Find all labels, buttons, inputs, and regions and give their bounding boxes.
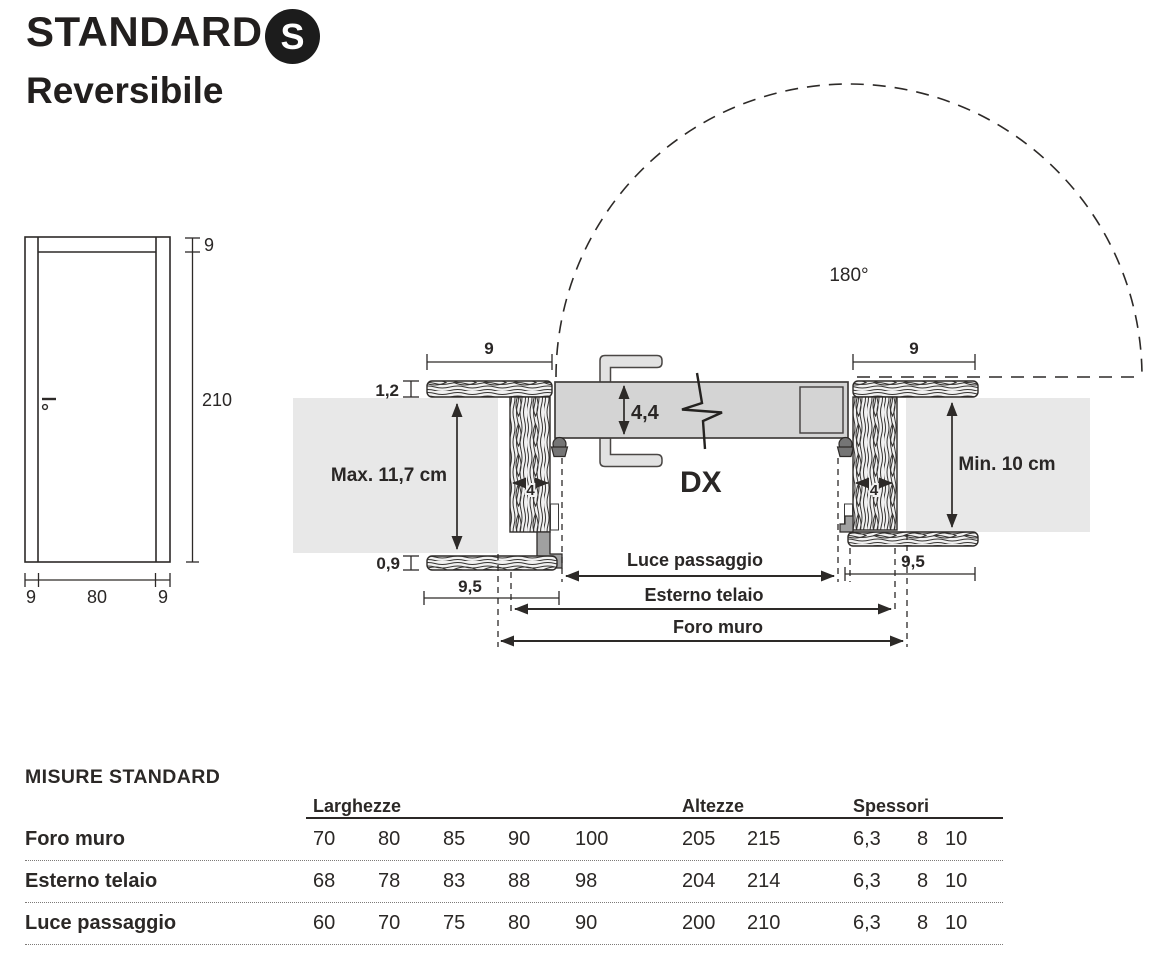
table-cell: 60 [313, 912, 336, 934]
table-cell: 10 [945, 912, 968, 934]
table-cell: 98 [575, 870, 598, 892]
table-row-esterno-telaio [25, 861, 1003, 903]
table-cell: 10 [945, 828, 968, 850]
standard-badge-icon [265, 9, 320, 64]
page-subtitle: Reversibile [26, 70, 224, 111]
table-cell: 210 [747, 912, 781, 934]
elevation-dim-bottom-width: 80 [86, 587, 108, 607]
skirting-thickness-bracket [403, 556, 419, 570]
architrave-thickness-label: 1,2 [375, 381, 399, 400]
table-cell: 90 [575, 912, 598, 934]
door-elevation [25, 235, 232, 607]
elevation-dim-height-label: 210 [202, 390, 233, 410]
wall-right-label: Min. 10 cm [958, 454, 1056, 475]
frame-outer-label: Esterno telaio [644, 585, 764, 605]
table-cell: 80 [508, 912, 531, 934]
column-group-spessori: Spessori [853, 795, 930, 816]
row-label: Luce passaggio [25, 912, 177, 934]
elevation-dim-top [185, 238, 200, 562]
jamb-left-dim-label: 4 [526, 482, 535, 499]
table-cell: 6,3 [853, 912, 881, 934]
wall-opening-label: Foro muro [673, 617, 763, 637]
table-cell: 70 [313, 828, 336, 850]
jamb-right-dim-label: 4 [869, 482, 879, 499]
frame-depth-left-label: 9,5 [458, 577, 482, 596]
table-title: MISURE STANDARD [25, 766, 221, 788]
misure-standard-table [25, 766, 1003, 945]
plan-right-side [840, 339, 1090, 581]
table-row-foro-muro [25, 819, 1003, 861]
hand-label: DX [680, 466, 722, 499]
door-handle-top-icon [600, 356, 662, 384]
table-cell: 205 [682, 828, 716, 850]
table-cell: 10 [945, 870, 968, 892]
architrave-top-left [427, 381, 552, 397]
wall-left-label: Max. 11,7 cm [330, 465, 448, 486]
elevation-dim-bottom-right: 9 [157, 587, 169, 607]
table-cell: 6,3 [853, 828, 881, 850]
architrave-bottom-left [427, 556, 557, 570]
table-cell: 214 [747, 870, 781, 892]
table-cell: 8 [917, 912, 929, 934]
door-jamb-left [510, 397, 550, 532]
table-cell: 78 [378, 870, 401, 892]
table-cell: 70 [378, 912, 401, 934]
leaf-thickness-label: 4,4 [631, 402, 659, 424]
skirting-thickness-label: 0,9 [376, 554, 400, 573]
table-cell: 215 [747, 828, 781, 850]
architrave-thickness-bracket [403, 381, 419, 397]
seal-groove-left [551, 504, 559, 530]
row-label: Esterno telaio [25, 870, 158, 892]
architrave-left-dim-label: 9 [484, 339, 494, 358]
door-jamb-right [853, 397, 897, 530]
elevation-dim-top-label: 9 [204, 235, 215, 255]
table-cell: 200 [682, 912, 716, 934]
table-cell: 8 [917, 828, 929, 850]
table-cell: 204 [682, 870, 716, 892]
hinge-left-icon [552, 438, 568, 457]
table-cell: 8 [917, 870, 929, 892]
frame-depth-left-dim [424, 591, 559, 605]
column-group-larghezze: Larghezze [313, 795, 402, 816]
page-title: STANDARD [26, 8, 263, 55]
table-row-luce-passaggio [25, 903, 1003, 945]
badge-letter: S [280, 15, 305, 57]
elevation-dim-bottom-left: 9 [25, 587, 37, 607]
architrave-bottom-right [848, 532, 978, 546]
plan-left-side [293, 339, 562, 605]
swing-angle-label: 180° [829, 265, 869, 286]
column-group-altezze: Altezze [682, 795, 745, 816]
table-cell: 68 [313, 870, 336, 892]
table-cell: 88 [508, 870, 531, 892]
frame-depth-right-label: 9,5 [901, 552, 925, 571]
door-leaf-plan [552, 356, 854, 500]
hinge-right-icon [838, 438, 854, 457]
table-cell: 6,3 [853, 870, 881, 892]
row-label: Foro muro [25, 828, 125, 850]
table-cell: 90 [508, 828, 531, 850]
table-cell: 100 [575, 828, 609, 850]
architrave-top-right [853, 381, 978, 397]
table-cell: 80 [378, 828, 401, 850]
lining-profile-right [840, 516, 853, 532]
table-cell: 85 [443, 828, 466, 850]
table-cell: 75 [443, 912, 466, 934]
table-header-row [25, 793, 1003, 819]
table-cell: 83 [443, 870, 466, 892]
elevation-dim-bottom [25, 573, 170, 587]
clear-opening-label: Luce passaggio [626, 550, 764, 570]
door-swing-arc [556, 84, 1142, 377]
door-handle-bottom-icon [600, 438, 662, 467]
architrave-right-dim-label: 9 [909, 339, 919, 358]
